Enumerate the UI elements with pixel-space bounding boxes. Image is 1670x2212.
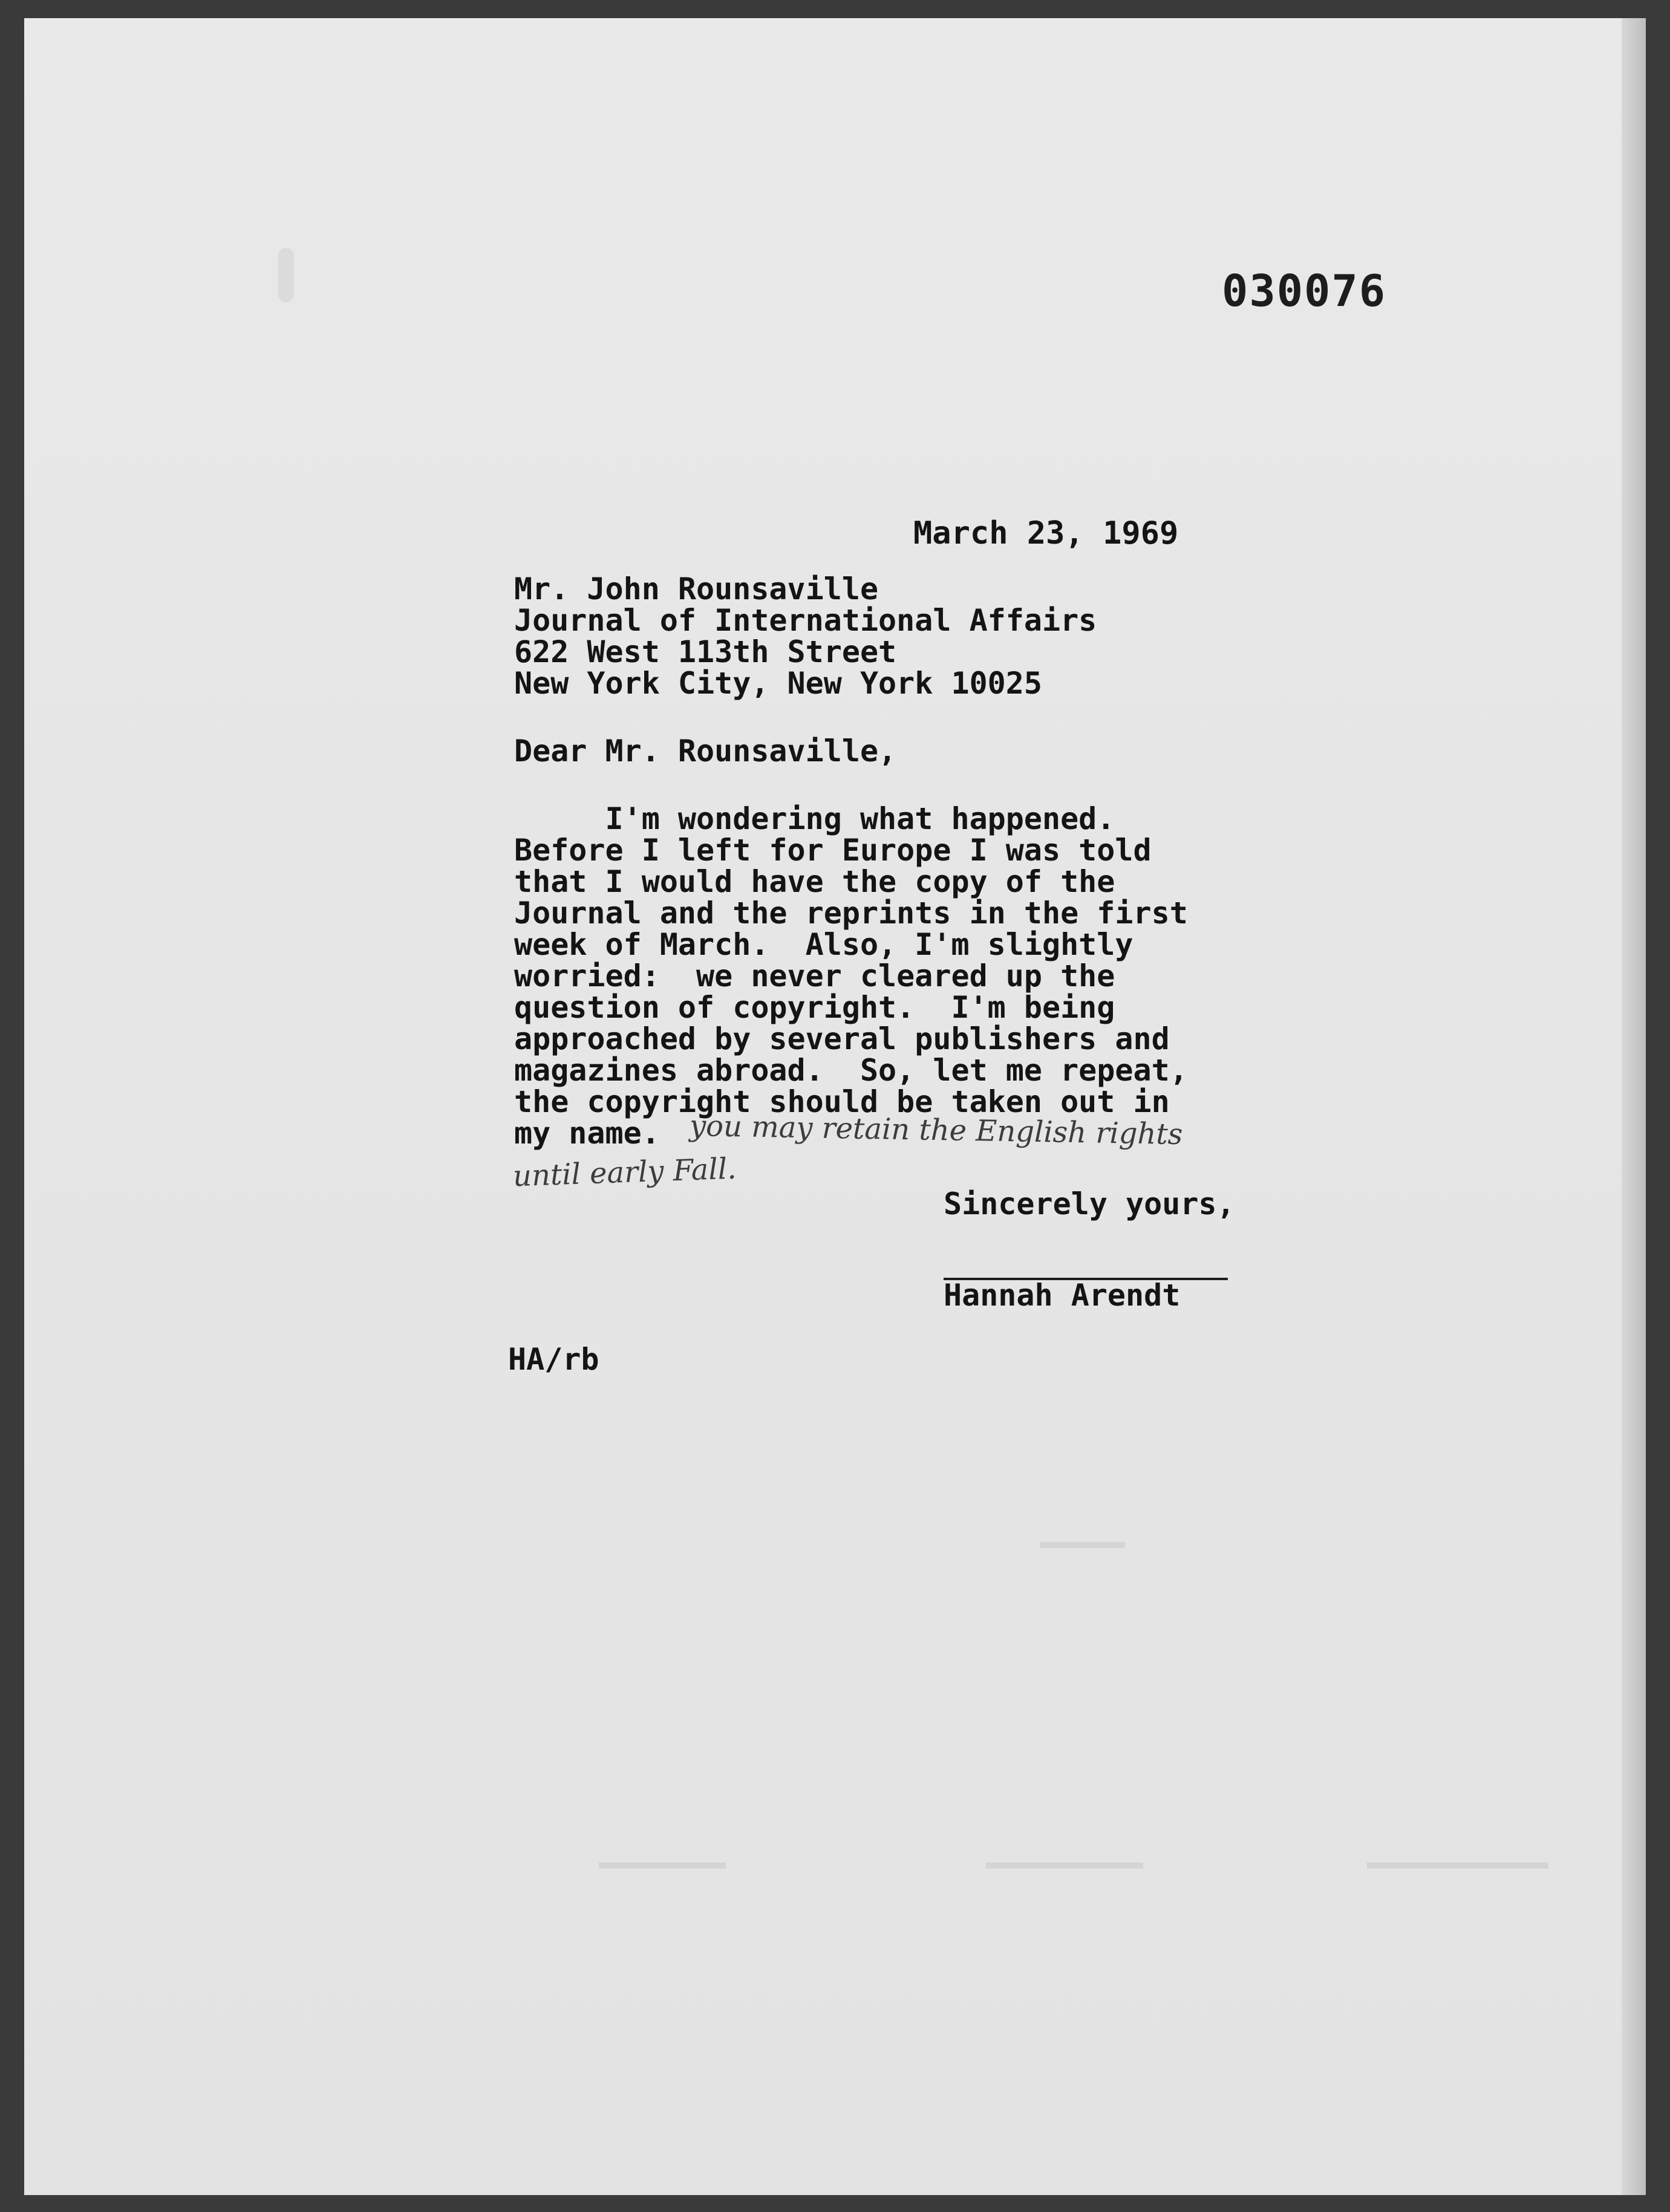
body-line: approached by several publishers and	[514, 1021, 1170, 1056]
address-line: Journal of International Affairs	[514, 603, 1097, 638]
body-line: week of March. Also, I'm slightly	[514, 927, 1133, 962]
body-line: question of copyright. I'm being	[514, 990, 1115, 1025]
address-line: Mr. John Rounsaville	[514, 571, 879, 607]
letter-paper	[24, 18, 1646, 2195]
closing: Sincerely yours,	[944, 1186, 1235, 1221]
body-line: the copyright should be taken out in	[514, 1084, 1170, 1119]
document-number: 030076	[1222, 265, 1387, 316]
address-line: 622 West 113th Street	[514, 634, 897, 669]
faint-mark	[986, 1862, 1143, 1869]
page-edge	[1622, 18, 1646, 2195]
body-line: that I would have the copy of the	[514, 864, 1115, 899]
faint-mark	[599, 1862, 726, 1869]
paper-mark	[278, 248, 294, 302]
letter-date: March 23, 1969	[913, 515, 1179, 551]
typist-initials: HA/rb	[508, 1342, 599, 1377]
body-line: magazines abroad. So, let me repeat,	[514, 1053, 1188, 1088]
body-line: my name.	[514, 1116, 660, 1151]
signature-name: Hannah Arendt	[944, 1278, 1181, 1313]
handwritten-line: you may retain the English rights	[689, 1108, 1183, 1152]
body-line: I'm wondering what happened.	[514, 801, 1115, 836]
body-line: worried: we never cleared up the	[514, 958, 1115, 994]
faint-mark	[1367, 1862, 1548, 1869]
body-line: Journal and the reprints in the first	[514, 896, 1188, 931]
handwritten-line: until early Fall.	[512, 1151, 737, 1194]
faint-mark	[1040, 1542, 1125, 1548]
address-line: New York City, New York 10025	[514, 666, 1042, 701]
salutation: Dear Mr. Rounsaville,	[514, 734, 897, 769]
body-line: Before I left for Europe I was told	[514, 833, 1152, 868]
